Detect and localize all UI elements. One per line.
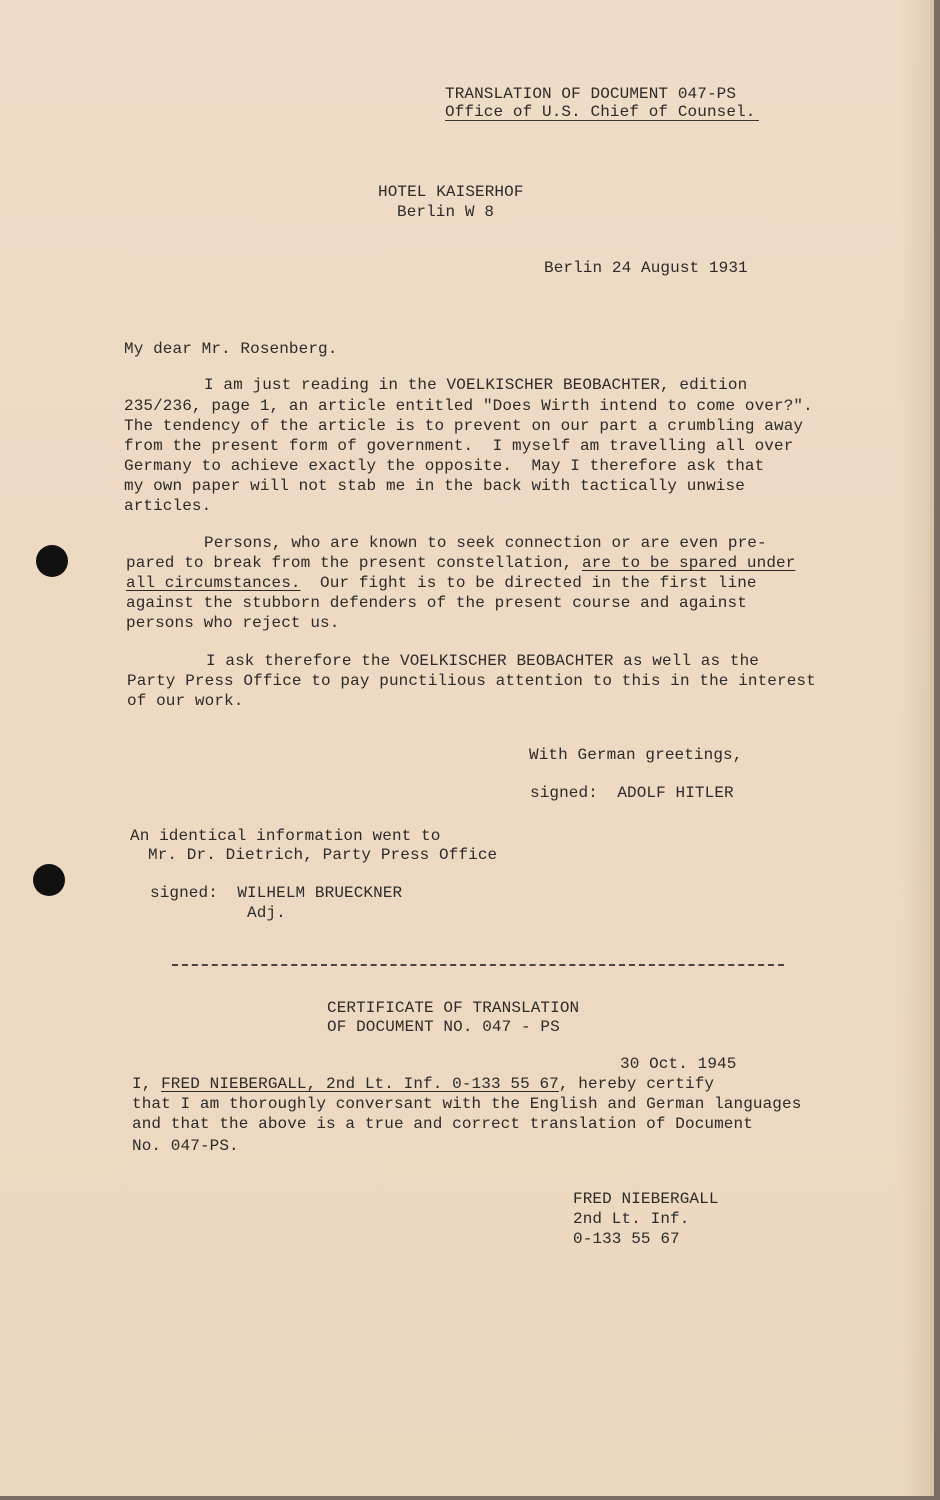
para2-text: Our fight is to be directed in the first line xyxy=(300,574,757,592)
certificate-line-2: that I am thoroughly conversant with the English and German languages xyxy=(132,1095,802,1113)
signature-name: FRED NIEBERGALL xyxy=(573,1190,719,1208)
para2-underlined-text: all circumstances. xyxy=(126,574,301,592)
letter-date: Berlin 24 August 1931 xyxy=(544,259,748,277)
closing-greeting: With German greetings, xyxy=(529,746,743,764)
info-line-1: An identical information went to xyxy=(130,827,441,845)
closing-signed: signed: ADOLF HITLER xyxy=(530,784,734,802)
para1-line: The tendency of the article is to prevent on our part a crumbling away xyxy=(124,417,804,435)
para1-line: my own paper will not stab me in the back with tactically unwise xyxy=(124,477,745,495)
para2-line: Persons, who are known to seek connection or are even pre- xyxy=(204,534,767,552)
para1-line: 235/236, page 1, an article entitled "Does Wirth intend to come over?". xyxy=(124,397,813,415)
certificate-title-2: OF DOCUMENT NO. 047 - PS xyxy=(327,1018,560,1036)
para2-text: pared to break from the present constellation, xyxy=(126,554,582,572)
para2-line xyxy=(126,553,795,573)
para3-line: I ask therefore the VOELKISCHER BEOBACHTER as well as the xyxy=(206,652,759,670)
cert-text: , hereby certify xyxy=(558,1075,715,1093)
certificate-line-1 xyxy=(132,1074,714,1094)
cert-text: I, xyxy=(132,1075,162,1093)
cert-underlined-name: FRED NIEBERGALL, 2nd Lt. Inf. 0-133 55 67 xyxy=(161,1075,559,1093)
para2-underlined-text: are to be spared under xyxy=(581,554,796,572)
para2-line xyxy=(126,573,757,593)
punch-hole xyxy=(33,864,65,896)
header-line-1: TRANSLATION OF DOCUMENT 047-PS xyxy=(445,85,737,103)
para3-line: Party Press Office to pay punctilious attention to this in the interest xyxy=(127,672,816,690)
info-line-2: Mr. Dr. Dietrich, Party Press Office xyxy=(148,846,498,864)
para2-line: against the stubborn defenders of the present course and against xyxy=(126,594,747,612)
header-line-2: Office of U.S. Chief of Counsel. xyxy=(445,103,756,121)
certificate-title-1: CERTIFICATE OF TRANSLATION xyxy=(327,999,580,1017)
info-title: Adj. xyxy=(247,904,286,922)
certificate-line-4: No. 047-PS. xyxy=(132,1137,239,1155)
punch-hole xyxy=(36,545,68,577)
para1-line: Germany to achieve exactly the opposite. May I therefore ask that xyxy=(124,457,765,475)
letterhead-city: Berlin W 8 xyxy=(397,203,495,221)
para1-line: from the present form of government. I myself am travelling all over xyxy=(124,437,794,455)
para1-line: articles. xyxy=(124,497,212,515)
signature-serial: 0-133 55 67 xyxy=(573,1230,680,1248)
signature-rank: 2nd Lt. Inf. xyxy=(573,1210,690,1228)
para1-line: I am just reading in the VOELKISCHER BEOBACHTER, edition xyxy=(204,376,748,394)
para2-line: persons who reject us. xyxy=(126,614,340,632)
header-underline xyxy=(445,120,759,121)
letterhead-hotel: HOTEL KAISERHOF xyxy=(378,183,524,201)
salutation: My dear Mr. Rosenberg. xyxy=(124,340,338,358)
para3-line: of our work. xyxy=(127,692,244,710)
separator-dashed-line xyxy=(172,964,784,966)
certificate-line-3: and that the above is a true and correct translation of Document xyxy=(132,1115,753,1133)
certificate-date: 30 Oct. 1945 xyxy=(620,1055,737,1073)
info-signed: signed: WILHELM BRUECKNER xyxy=(150,884,403,902)
